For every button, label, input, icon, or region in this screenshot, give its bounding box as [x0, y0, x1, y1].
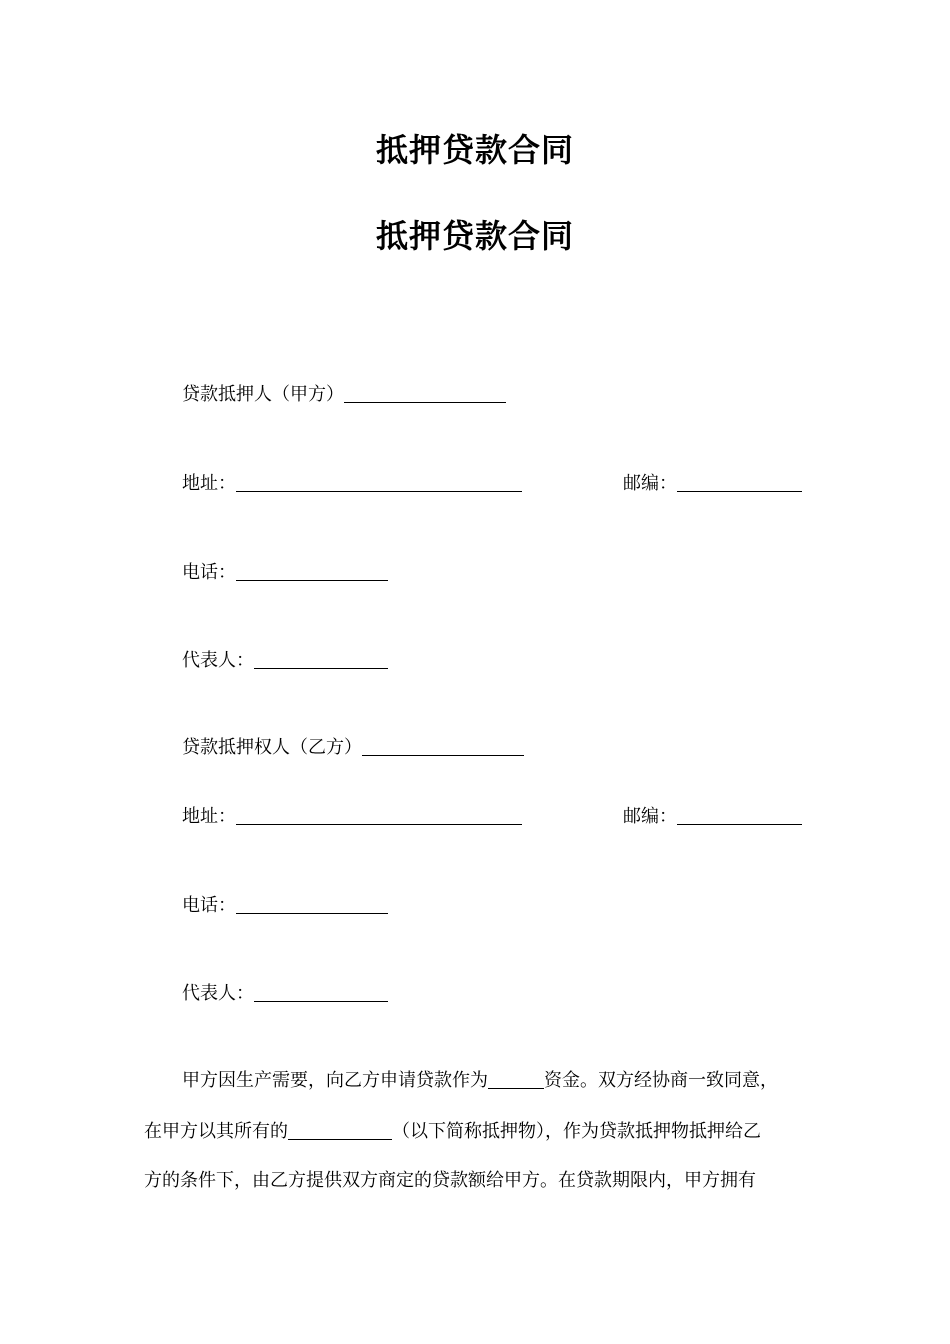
party-a-representative-label: 代表人：: [182, 650, 254, 671]
body-line-1-part-b: 资金。双方经协商一致同意，: [544, 1070, 778, 1091]
party-a-name-blank: [344, 401, 506, 403]
party-a-address-line: [182, 472, 522, 496]
party-a-address-blank: [236, 490, 522, 492]
body-line-1: [144, 1069, 806, 1093]
party-b-representative-label: 代表人：: [182, 983, 254, 1004]
party-b-label: 贷款抵押权人（乙方）: [182, 737, 362, 758]
party-b-postcode-blank: [677, 823, 802, 825]
party-b-address-line: [182, 805, 522, 829]
fund-purpose-blank: [488, 1087, 544, 1089]
party-b-representative-line: [182, 982, 388, 1006]
collateral-blank: [288, 1138, 392, 1140]
party-b-name-blank: [362, 754, 524, 756]
body-line-2-part-a: 在甲方以其所有的: [144, 1121, 288, 1142]
party-a-phone-blank: [236, 579, 388, 581]
party-a-phone-label: 电话：: [182, 562, 236, 583]
party-a-postcode-label: 邮编：: [623, 473, 677, 494]
party-b-phone-label: 电话：: [182, 895, 236, 916]
party-b-address-label: 地址：: [182, 806, 236, 827]
party-b-line: [182, 736, 524, 760]
body-line-1-part-a: 甲方因生产需要，向乙方申请贷款作为: [182, 1070, 488, 1091]
party-b-representative-blank: [254, 1000, 388, 1002]
body-line-2-part-b: （以下简称抵押物），作为贷款抵押物抵押给乙: [392, 1121, 761, 1142]
party-b-phone-line: [182, 894, 388, 918]
party-b-postcode-label: 邮编：: [623, 806, 677, 827]
party-b-postcode-line: [623, 805, 802, 829]
party-a-postcode-blank: [677, 490, 802, 492]
party-a-address-label: 地址：: [182, 473, 236, 494]
party-a-phone-line: [182, 561, 388, 585]
document-subtitle: 抵押贷款合同: [375, 217, 574, 255]
body-line-2: [144, 1120, 806, 1144]
party-a-label: 贷款抵押人（甲方）: [182, 384, 344, 405]
party-a-representative-line: [182, 649, 388, 673]
party-a-representative-blank: [254, 667, 388, 669]
body-line-3: 方的条件下，由乙方提供双方商定的贷款额给甲方。在贷款期限内，甲方拥有: [144, 1170, 756, 1191]
party-b-phone-blank: [236, 912, 388, 914]
party-a-postcode-line: [623, 472, 802, 496]
party-a-line: [182, 383, 506, 407]
document-title: 抵押贷款合同: [375, 131, 574, 169]
party-b-address-blank: [236, 823, 522, 825]
